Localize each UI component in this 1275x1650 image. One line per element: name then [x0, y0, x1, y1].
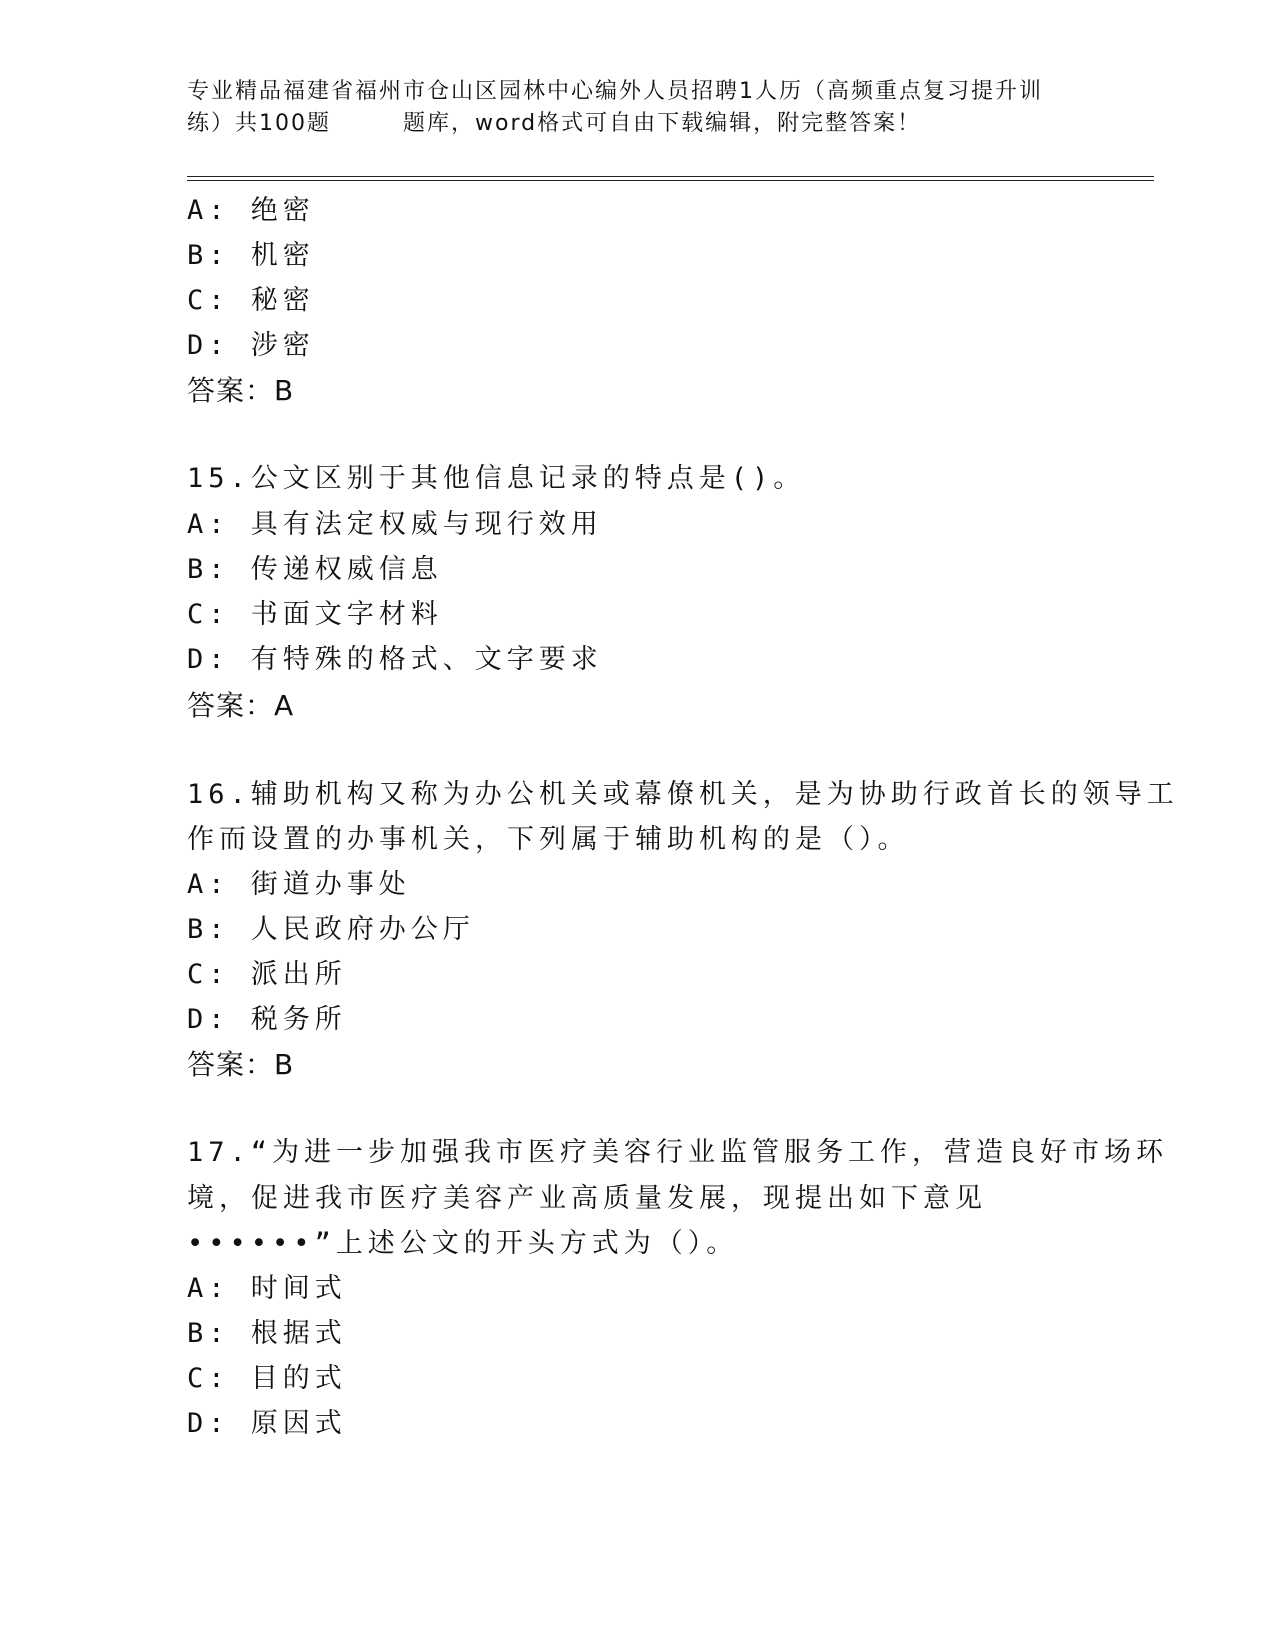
q16-answer: 答案：B [187, 1048, 295, 1081]
header-double-rule [187, 176, 1154, 181]
q14-option-d: D: 涉密 [187, 330, 315, 361]
q14-option-c: C: 秘密 [187, 285, 315, 316]
header-title-line-2-right: 题库，word格式可自由下载编辑，附完整答案！ [403, 111, 922, 136]
q16-option-a: A: 街道办事处 [187, 869, 411, 900]
q16-option-d: D: 税务所 [187, 1004, 347, 1035]
q16-option-b: B: 人民政府办公厅 [187, 914, 475, 945]
q17-option-a: A: 时间式 [187, 1273, 347, 1304]
q15-option-d: D: 有特殊的格式、文字要求 [187, 644, 603, 675]
q16-option-c: C: 派出所 [187, 959, 347, 990]
q14-option-a: A: 绝密 [187, 195, 315, 226]
q17-stem-line-1: 17.“为进一步加强我市医疗美容行业监管服务工作，营造良好市场环 [187, 1137, 1169, 1168]
q14-answer: 答案：B [187, 374, 295, 407]
q17-option-d: D: 原因式 [187, 1408, 347, 1439]
q15-option-a: A: 具有法定权威与现行效用 [187, 509, 603, 540]
q15-answer: 答案：A [187, 689, 295, 722]
q16-stem-line-1: 16.辅助机构又称为办公机关或幕僚机关，是为协助行政首长的领导工 [187, 779, 1179, 810]
q15-stem: 15.公文区别于其他信息记录的特点是()。 [187, 463, 806, 494]
q16-stem-line-2: 作而设置的办事机关，下列属于辅助机构的是（）。 [187, 824, 910, 855]
q15-option-c: C: 书面文字材料 [187, 599, 443, 630]
q17-stem-line-3: ••••••”上述公文的开头方式为（）。 [187, 1228, 739, 1259]
header-title-line-1: 专业精品福建省福州市仓山区园林中心编外人员招聘1人历（高频重点复习提升训 [187, 79, 1043, 104]
page-header [187, 76, 1087, 140]
header-title-line-2 [187, 108, 1087, 140]
q17-option-b: B: 根据式 [187, 1318, 347, 1349]
q15-option-b: B: 传递权威信息 [187, 554, 443, 585]
q14-option-b: B: 机密 [187, 240, 315, 271]
header-title-line-2-left: 练）共100题 [187, 111, 331, 136]
q17-option-c: C: 目的式 [187, 1363, 347, 1394]
q17-stem-line-2: 境，促进我市医疗美容产业高质量发展，现提出如下意见 [187, 1183, 987, 1214]
